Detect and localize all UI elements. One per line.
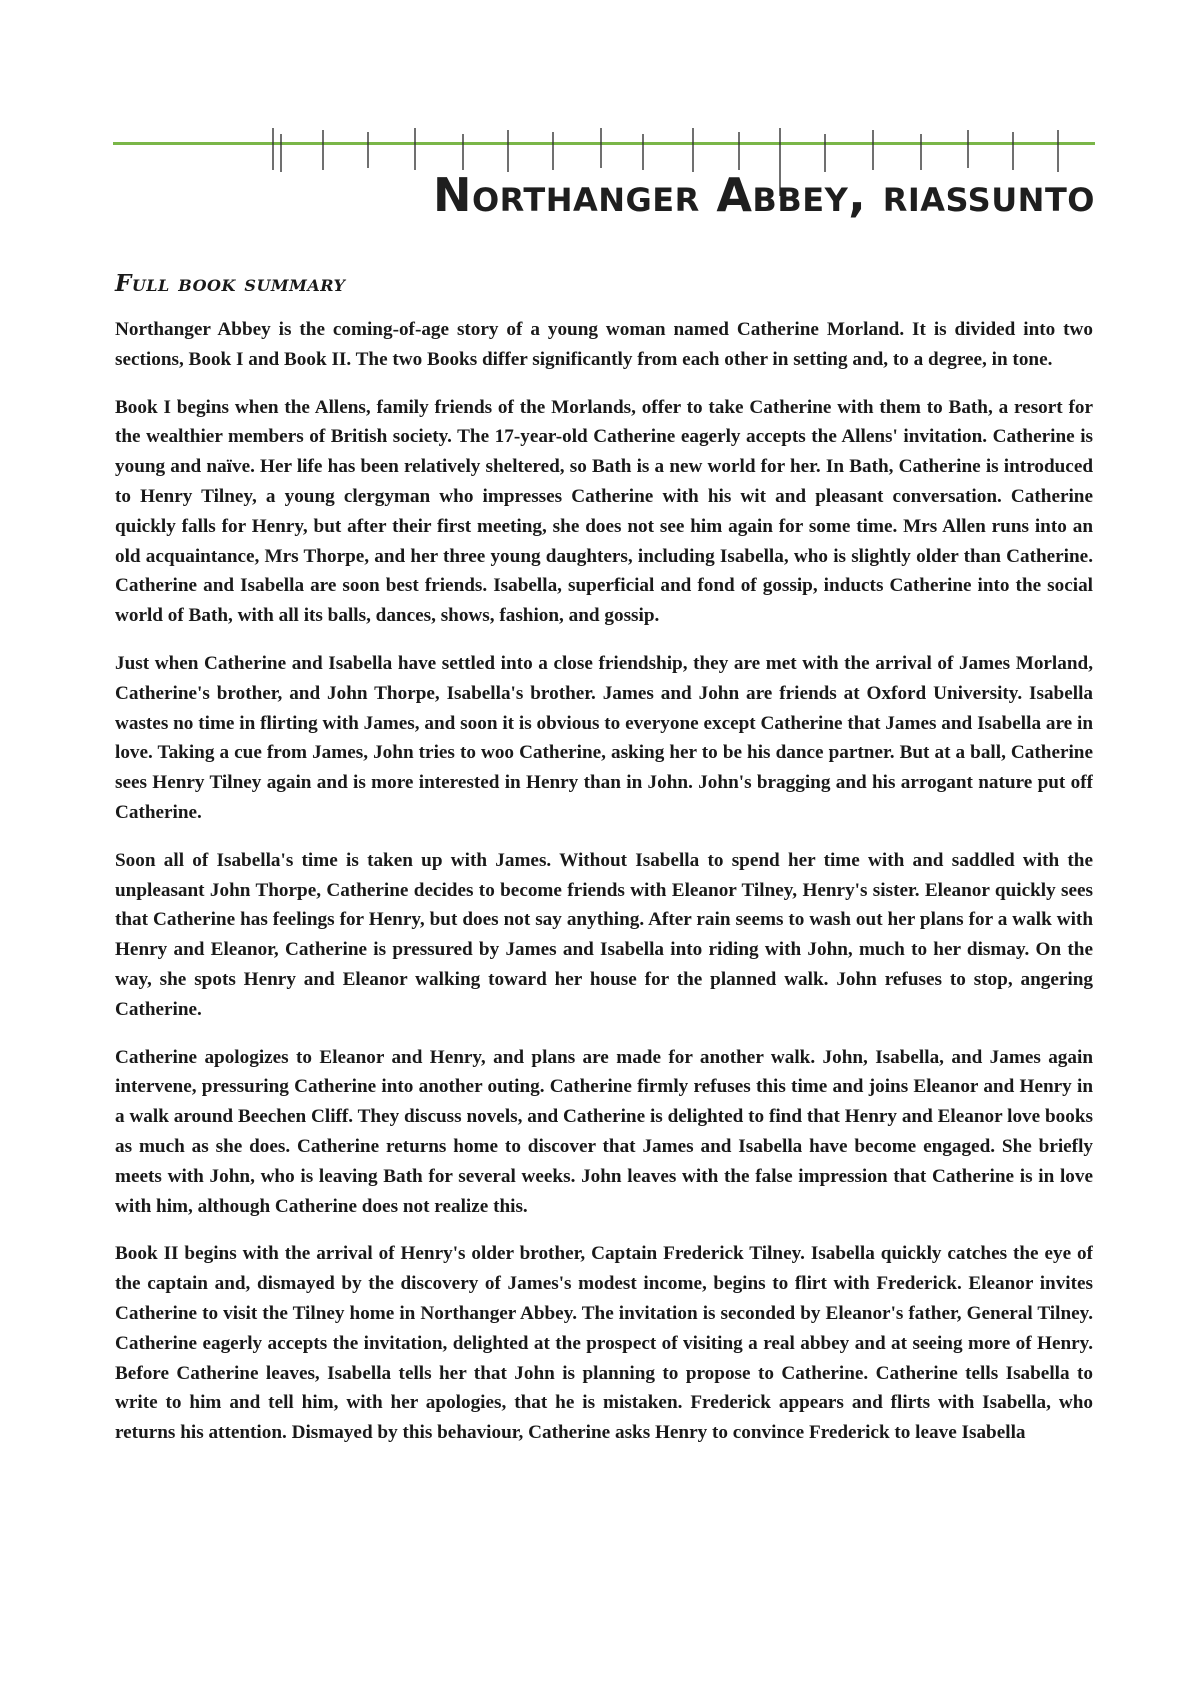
section-heading: Full book summary xyxy=(115,270,346,297)
paragraph: Book I begins when the Allens, family friends of the Morlands, offer to take Catherine with them to Bath, a resort for the wealthier members of British society. The 17-year-old Catherine eagerly accepts the Allens' invitation. Catherine is young and naïve. Her life has been relatively sheltered, so Bath is a new world for her. In Bath, Catherine is introduced to Henry Tilney, a young clergyman who impresses Catherine with his wit and pleasant conversation. Catherine quickly falls for Henry, but after their first meeting, she does not see him again for some time. Mrs Allen runs into an old acquaintance, Mrs Thorpe, and her three young daughters, including Isabella, who is slightly older than Catherine. Catherine and Isabella are soon best friends. Isabella, superficial and fond of gossip, inducts Catherine into the social world of Bath, with all its balls, dances, shows, fashion, and gossip. xyxy=(115,396,1093,627)
paragraph: Just when Catherine and Isabella have settled into a close friendship, they are met with the arrival of James Morland, Catherine's brother, and John Thorpe, Isabella's brother. James and John are friends at Oxford University. Isabella wastes no time in flirting with James, and soon it is obvious to everyone except Catherine that James and Isabella are in love. Taking a cue from James, John tries to woo Catherine, asking her to be his dance partner. But at a ball, Catherine sees Henry Tilney again and is more interested in Henry than in John. John's bragging and his arrogant nature put off Catherine. xyxy=(115,652,1093,823)
paragraph: Catherine apologizes to Eleanor and Henry, and plans are made for another walk. John, Isabella, and James again intervene, pressuring Catherine into another outing. Catherine firmly refuses this time and joins Eleanor and Henry in a walk around Beechen Cliff. They discuss novels, and Catherine is delighted to find that Henry and Eleanor love books as much as she does. Catherine returns home to discover that James and Isabella have become engaged. She briefly meets with John, who is leaving Bath for several weeks. John leaves with the false impression that Catherine is in love with him, although Catherine does not realize this. xyxy=(115,1046,1093,1217)
summary-body xyxy=(115,315,1093,1685)
paragraph: Book II begins with the arrival of Henry's older brother, Captain Frederick Tilney. Isabella quickly catches the eye of the captain and, dismayed by the discovery of James's modest income, begins to flirt with Frederick. Eleanor invites Catherine to visit the Tilney home in Northanger Abbey. The invitation is seconded by Eleanor's father, General Tilney. Catherine eagerly accepts the invitation, delighted at the prospect of visiting a real abbey and at seeing more of Henry. Before Catherine leaves, Isabella tells her that John is planning to propose to Catherine. Catherine tells Isabella to write to him and tell him, with her apologies, that he is mistaken. Frederick appears and flirts with Isabella, who returns his attention. Dismayed by this behaviour, Catherine asks Henry to convince Frederick to leave Isabella xyxy=(115,1243,1093,1444)
document-title: Northanger Abbey, riassunto xyxy=(432,168,1095,222)
paragraph: Soon all of Isabella's time is taken up with James. Without Isabella to spend her time with and saddled with the unpleasant John Thorpe, Catherine decides to become friends with Eleanor Tilney, Henry's sister. Eleanor quickly sees that Catherine has feelings for Henry, but does not say anything. After rain seems to wash out her plans for a walk with Henry and Eleanor, Catherine is pressured by James and Isabella into riding with John, much to her dismay. On the way, she spots Henry and Eleanor walking toward her house for the planned walk. John refuses to stop, angering Catherine. xyxy=(115,849,1093,1020)
paragraph: Northanger Abbey is the coming-of-age story of a young woman named Catherine Morland. It is divided into two sections, Book I and Book II. The two Books differ significantly from each other in setting and, to a degree, in tone. xyxy=(115,319,1093,370)
document-header xyxy=(113,128,1095,238)
